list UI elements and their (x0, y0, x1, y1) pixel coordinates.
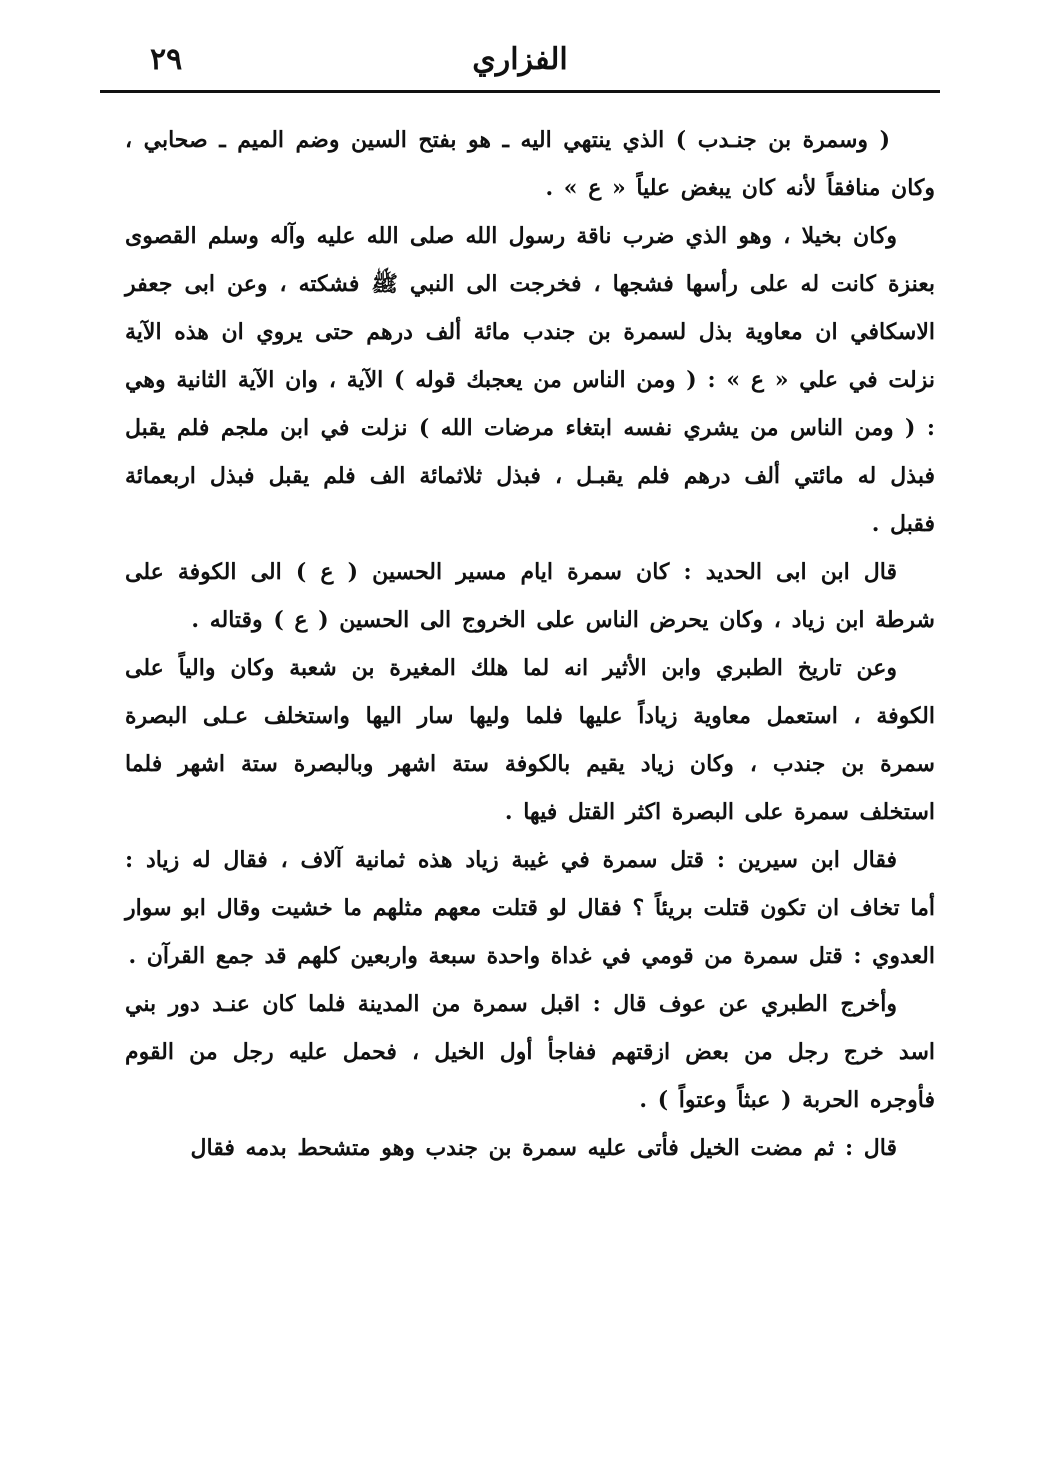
paragraph-tabari-awf: وأخرج الطبري عن عوف قال : اقبل سمرة من المدينة فلما كان عنـد دور بني اسد خرج رجل من بعض ازقتهم ففاجأ أول الخيل ، فحمل عليه رجل من القوم فأوجره الحربة ( عبثاً وعتواً ) . (125, 991, 935, 1113)
page-number: ٢٩ (150, 42, 183, 77)
paragraph-continuation: قال : ثم مضت الخيل فأتى عليه سمرة بن جندب وهو متشحط بدمه فقال (190, 1135, 897, 1161)
paragraph-tabari-basra: وعن تاريخ الطبري وابن الأثير انه لما هلك المغيرة بن شعبة وكان والياً على الكوفة ، استعمل معاوية زياداً عليها فلما وليها سار اليها واستخلف عـلى البصرة سمرة بن جندب ، وكان زياد يقيم بالكوفة ستة اشهر وبالبصرة ستة اشهر فلما استخلف سمرة على البصرة اكثر القتل فيها . (125, 655, 935, 825)
running-title: الفزاري (472, 42, 568, 77)
paragraph-ibn-abi-al-hadid: قال ابن ابى الحديد : كان سمرة ايام مسير الحسين ( ع ) الى الكوفة على شرطة ابن زياد ، وكان يحرض الناس على الخروج الى الحسين ( ع ) وقتاله . (125, 559, 935, 633)
page-body (125, 116, 935, 1172)
paragraph-ibn-sirin: فقال ابن سيرين : قتل سمرة في غيبة زياد هذه ثمانية آلاف ، فقال له زياد : أما تخاف ان تكون قتلت بريئاً ؟ فقال لو قتلت معهم مثلهم ما خشيت وقال ابو سوار العدوي : قتل سمرة من قومي في غداة واحدة سبعة واربعين كلهم قد جمع القرآن . (125, 847, 935, 969)
paragraph-stingy-and-bribe: وكان بخيلا ، وهو الذي ضرب ناقة رسول الله صلى الله عليه وآله وسلم القصوى بعنزة كانت له على رأسها فشجها ، فخرجت الى النبي ﷺ فشكته ، وعن ابى جعفر الاسكافي ان معاوية بذل لسمرة بن جندب مائة ألف درهم حتى يروي ان هذه الآية نزلت في علي « ع » : ( ومن الناس من يعجبك قوله ) الآية ، وان الآية الثانية وهي : ( ومن الناس من يشري نفسه ابتغاء مرضات الله ) نزلت في ابن ملجم فلم يقبل فبذل له مائتي ألف درهم فلم يقبـل ، فبذل ثلاثمائة الف فلم يقبل فبذل اربعمائة فقبل . (125, 223, 935, 537)
page-header (100, 40, 940, 93)
paragraph-samura-intro: ( وسمرة بن جنـدب ) الذي ينتهي اليه ـ هو بفتح السين وضم الميم ـ صحابي ، وكان منافقاً لأنه كان يبغض علياً « ع » . (125, 127, 935, 201)
